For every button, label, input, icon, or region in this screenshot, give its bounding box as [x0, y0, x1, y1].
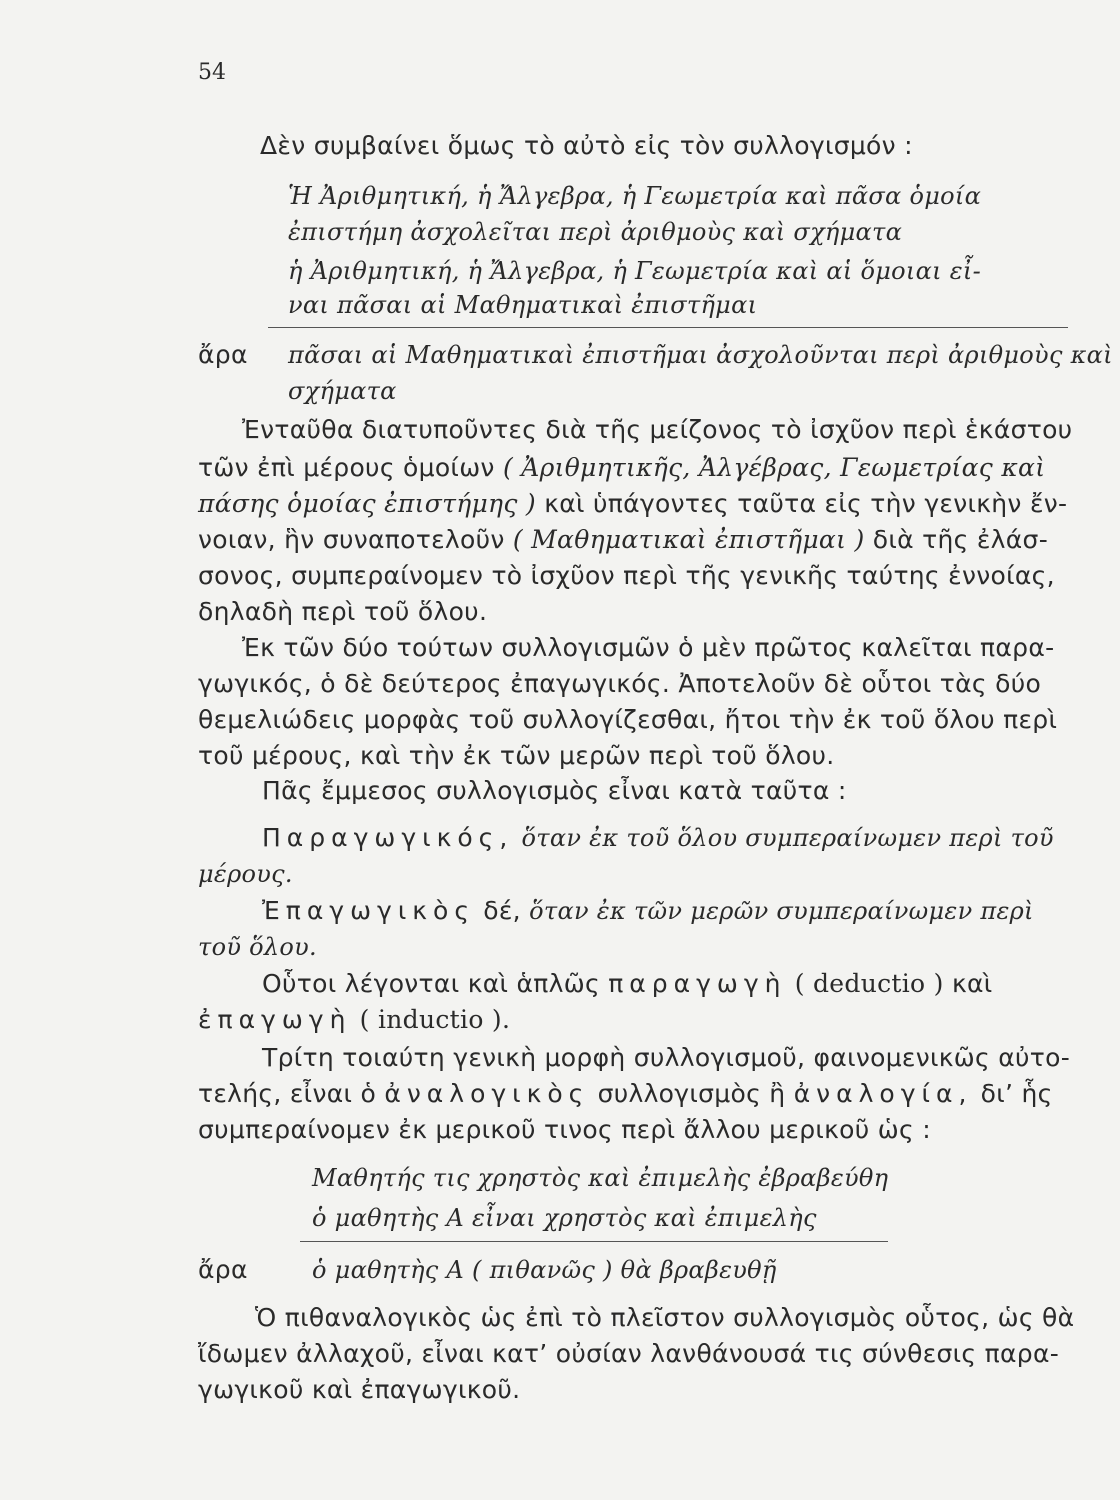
spaced-term: Παραγωγικός,	[262, 823, 514, 852]
paragraph-line: ἴδωμεν ἀλλαχοῦ, εἶναι κατ’ οὐσίαν λανθάνουσά τις σύνθεσις παρα-	[198, 1339, 1060, 1368]
paragraph-line: γωγικός, ὁ δὲ δεύτερος ἐπαγωγικός. Ἀποτελοῦν δὲ οὗτοι τὰς δύο	[198, 669, 1042, 698]
premise-major-line-2: ἐπιστήμη ἀσχολεῖται περὶ ἀριθμοὺς καὶ σχήματα	[288, 218, 903, 246]
paragraph-line: συμπεραίνομεν ἐκ μερικοῦ τινος περὶ ἄλλου μερικοῦ ὡς :	[198, 1115, 931, 1144]
ara-label: ἄρα	[198, 1255, 248, 1284]
premise-minor-line-2: ναι πᾶσαι αἱ Μαθηματικαὶ ἐπιστῆμαι	[288, 291, 758, 319]
conclusion-line-2: σχήματα	[288, 377, 397, 405]
definition-deductive-cont: μέρους.	[198, 860, 293, 888]
spaced-term: ἀναλογία,	[793, 1079, 973, 1108]
italic-span: ( Μαθηματικαὶ ἐπιστῆμαι )	[512, 525, 865, 554]
text-span: συλλογισμὸς ἢ	[597, 1079, 786, 1108]
paragraph-line: Ἐκ τῶν δύο τούτων συλλογισμῶν ὁ μὲν πρῶτος καλεῖται παρα-	[242, 633, 1055, 662]
premise-minor-line-1: ἡ Ἀριθμητική, ἡ Ἄλγεβρα, ἡ Γεωμετρία καὶ αἱ ὅμοιαι εἶ-	[288, 257, 982, 285]
spaced-term: Ἐπαγωγικὸς	[262, 896, 475, 925]
ara-label: ἄρα	[198, 340, 248, 369]
italic-span: ὅταν ἐκ τοῦ ὅλου συμπεραίνωμεν περὶ τοῦ	[521, 824, 1054, 852]
italic-span: ( Ἀριθμητικῆς, Ἀλγέβρας, Γεωμετρίας καὶ	[502, 453, 1046, 482]
text-span: διὰ τῆς ἐλάσ-	[872, 525, 1049, 554]
paragraph-line: τοῦ μέρους, καὶ τὴν ἐκ τῶν μερῶν περὶ τοῦ ὅλου.	[198, 741, 835, 770]
paragraph-line: σονος, συμπεραίνομεν τὸ ἰσχῦον περὶ τῆς γενικῆς ταύτης ἐννοίας,	[198, 561, 1055, 590]
paragraph-line: θεμελιώδεις μορφὰς τοῦ συλλογίζεσθαι, ἤτοι τὴν ἐκ τοῦ ὅλου περὶ	[198, 705, 1058, 734]
paragraph-line	[198, 450, 1045, 486]
paragraph-line	[198, 1002, 510, 1038]
latin-term: ( inductio ).	[359, 1005, 511, 1034]
paragraph-line: Ὁ πιθαναλογικὸς ὡς ἐπὶ τὸ πλεῖστον συλλογισμὸς οὗτος, ὡς θὰ	[255, 1303, 1075, 1332]
italic-span: πάσης ὁμοίας ἐπιστήμης )	[198, 489, 536, 518]
analogy-premise-2: ὁ μαθητὴς Α εἶναι χρηστὸς καὶ ἐπιμελὴς	[312, 1204, 817, 1232]
paragraph-line: Πᾶς ἔμμεσος συλλογισμὸς εἶναι κατὰ ταῦτα :	[262, 776, 847, 805]
text-span: καὶ ὑπάγοντες ταῦτα εἰς τὴν γενικὴν ἔν-	[544, 489, 1068, 518]
text-span: τελής, εἶναι ὁ	[198, 1079, 377, 1108]
spaced-term: παραγωγὴ	[608, 969, 787, 998]
paragraph-line: Τρίτη τοιαύτη γενικὴ μορφὴ συλλογισμοῦ, φαινομενικῶς αὐτο-	[262, 1043, 1071, 1072]
definition-inductive	[262, 893, 1034, 929]
definition-deductive	[262, 820, 1054, 856]
text-span: δι’ ἧς	[980, 1079, 1053, 1108]
text-span: καὶ	[951, 969, 993, 998]
page-number: 54	[198, 60, 226, 85]
italic-span: ὅταν ἐκ τῶν μερῶν συμπεραίνωμεν περὶ	[529, 897, 1034, 925]
paragraph-line	[198, 522, 1048, 558]
paragraph-line: Ἐνταῦθα διατυποῦντες διὰ τῆς μείζονος τὸ ἰσχῦον περὶ ἑκάστου	[242, 415, 1073, 444]
paragraph-line	[262, 966, 993, 1002]
spaced-term: ἀναλογικὸς	[384, 1079, 590, 1108]
paragraph-line	[198, 486, 1067, 522]
text-span: τῶν ἐπὶ μέρους ὁμοίων	[198, 453, 495, 482]
text-span: δέ,	[483, 896, 521, 925]
spaced-term: ἐπαγωγὴ	[198, 1005, 352, 1034]
latin-term: ( deductio )	[794, 969, 944, 998]
syllogism-intro: Δὲν συμβαίνει ὅμως τὸ αὐτὸ εἰς τὸν συλλογισμόν :	[260, 131, 913, 160]
analogy-conclusion: ὁ μαθητὴς Α ( πιθανῶς ) θὰ βραβευθῇ	[312, 1256, 777, 1284]
paragraph-line: δηλαδὴ περὶ τοῦ ὅλου.	[198, 597, 488, 626]
analogy-rule	[300, 1241, 888, 1242]
text-span: νοιαν, ἣν συναποτελοῦν	[198, 525, 505, 554]
definition-inductive-cont: τοῦ ὅλου.	[198, 933, 317, 961]
conclusion-line-1: πᾶσαι αἱ Μαθηματικαὶ ἐπιστῆμαι ἀσχολοῦνται περὶ ἀριθμοὺς καὶ	[288, 341, 1113, 369]
paragraph-line: γωγικοῦ καὶ ἐπαγωγικοῦ.	[198, 1375, 521, 1404]
analogy-premise-1: Μαθητής τις χρηστὸς καὶ ἐπιμελὴς ἐβραβεύθη	[312, 1164, 889, 1192]
conclusion-rule	[268, 327, 1068, 328]
paragraph-line	[198, 1076, 1053, 1112]
premise-major-line-1: Ἡ Ἀριθμητική, ἡ Ἄλγεβρα, ἡ Γεωμετρία καὶ πᾶσα ὁμοία	[288, 182, 982, 210]
text-span: Οὗτοι λέγονται καὶ ἁπλῶς	[262, 969, 600, 998]
